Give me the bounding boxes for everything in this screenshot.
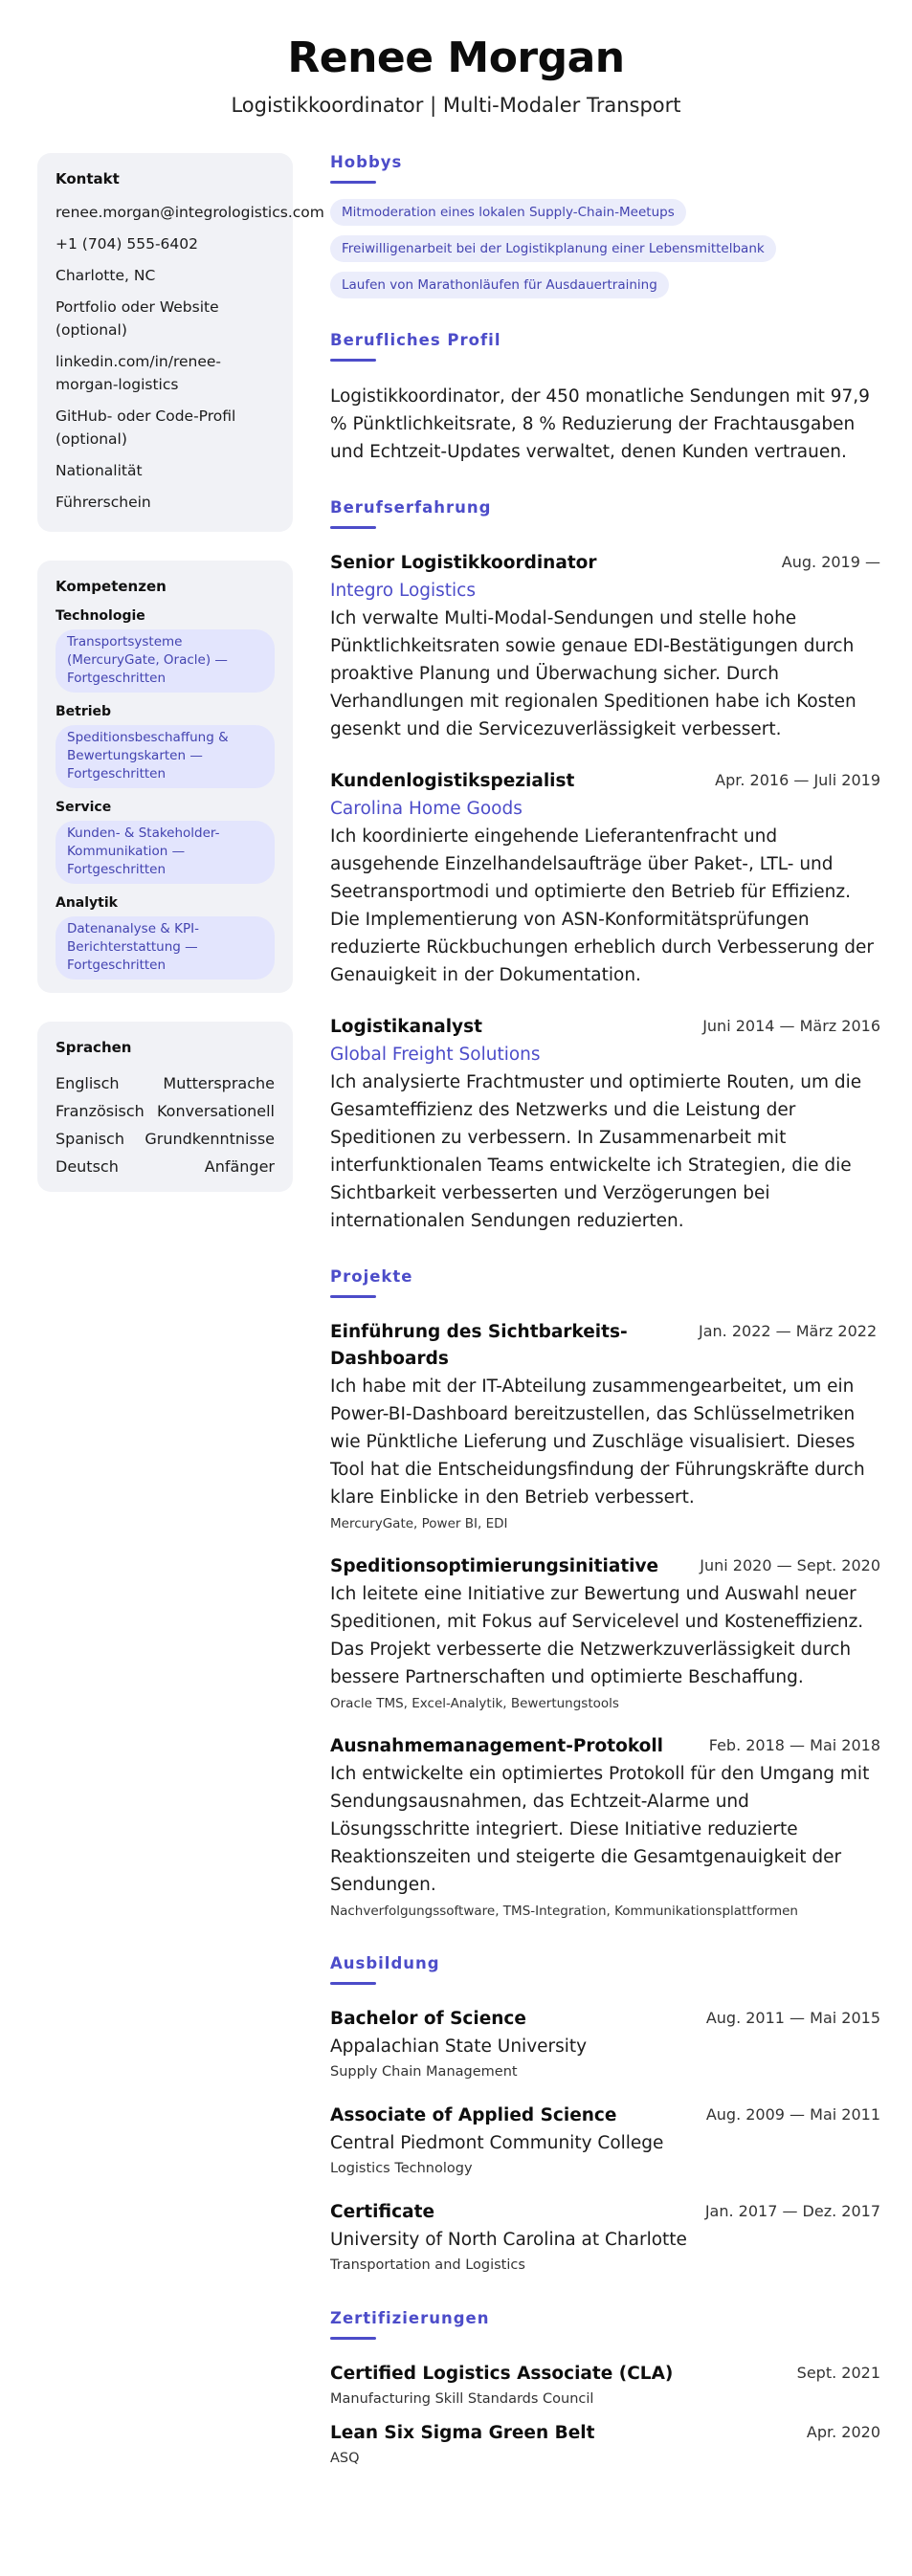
- sidebar: [37, 153, 324, 1221]
- section-title: Zertifizierungen: [330, 2309, 490, 2327]
- contact-email[interactable]: renee.morgan@integrologistics.com: [56, 204, 324, 221]
- language-name: Englisch: [56, 1074, 120, 1092]
- language-name: Französisch: [56, 1102, 145, 1120]
- certification-date: Apr. 2020: [806, 2423, 880, 2441]
- skills-heading: Kompetenzen: [56, 578, 167, 595]
- skill-group: [56, 800, 275, 884]
- contact-card: [37, 153, 324, 532]
- field-of-study: Supply Chain Management: [330, 2064, 518, 2080]
- company-name: Carolina Home Goods: [330, 799, 523, 819]
- field-of-study: Logistics Technology: [330, 2161, 473, 2176]
- job-description: Ich verwalte Multi-Modal-Sendungen und stelle hohe Pünktlichkeitsraten sowie genaue EDI-Bestätigungen durch proaktive Planung und Überwachung sicher. Durch Verhandlungen mit regionalen Speditionen habe ich Kosten gesenkt und die Servicezuverlässigkeit verbessert.: [330, 608, 856, 739]
- job-title: Senior Logistikkoordinator: [330, 553, 597, 573]
- language-level: Konversationell: [156, 1102, 275, 1120]
- skill-category: Service: [56, 800, 112, 815]
- certification-issuer: Manufacturing Skill Standards Council: [330, 2391, 594, 2407]
- contact-github[interactable]: GitHub- oder Code-Profil (optional): [56, 407, 236, 448]
- skill-group: [56, 608, 275, 693]
- experience-entry: [330, 550, 880, 743]
- project-description: Ich entwickelte ein optimiertes Protokoll für den Umgang mit Sendungsausnahmen, das Echtzeit-Alarme und Lösungsschritte integriert. Diese Initiative reduzierte Reaktionszeiten und steigerte die Gesamtgenauigkeit der Sendungen.: [330, 1764, 870, 1895]
- degree-name: Bachelor of Science: [330, 2009, 526, 2029]
- certification-entry: [330, 2361, 880, 2411]
- language-level: Muttersprache: [163, 1074, 275, 1092]
- field-of-study: Transportation and Logistics: [330, 2257, 525, 2273]
- section-title: Berufserfahrung: [330, 498, 492, 517]
- school-name: Central Piedmont Community College: [330, 2133, 664, 2153]
- profile-section: [330, 331, 880, 466]
- contact-portfolio[interactable]: Portfolio oder Website (optional): [56, 298, 219, 339]
- candidate-headline: Logistikkoordinator | Multi-Modaler Transport: [231, 94, 681, 117]
- section-title: Hobbys: [330, 153, 403, 171]
- education-entry: [330, 2006, 880, 2083]
- languages-card: [37, 1022, 293, 1192]
- job-title: Kundenlogistikspezialist: [330, 771, 575, 791]
- contact-heading: Kontakt: [56, 170, 120, 187]
- education-section: [330, 1954, 880, 2277]
- section-title: Berufliches Profil: [330, 331, 501, 349]
- projects-section: [330, 1267, 880, 1922]
- project-name: Ausnahmemanagement-Protokoll: [330, 1736, 664, 1756]
- main-column: [330, 153, 880, 2502]
- language-row: [56, 1153, 275, 1180]
- company-name: Integro Logistics: [330, 581, 476, 601]
- hobby-pill: Mitmoderation eines lokalen Supply-Chain-Meetups: [330, 199, 686, 226]
- language-row: [56, 1097, 275, 1125]
- project-description: Ich leitete eine Initiative zur Bewertung und Auswahl neuer Speditionen, mit Fokus auf Servicelevel und Kosteneffizienz. Das Projekt verbesserte die Netzwerkzuverlässigkeit durch bessere Partnerschaften und optimierte Beschaffung.: [330, 1584, 864, 1687]
- languages-heading: Sprachen: [56, 1039, 132, 1056]
- project-name: Einführung des Sichtbarkeits-Dashboards: [330, 1322, 628, 1369]
- job-dates: Apr. 2016 — Juli 2019: [715, 771, 880, 789]
- language-row: [56, 1125, 275, 1153]
- section-divider: [330, 1982, 376, 1985]
- education-dates: Aug. 2011 — Mai 2015: [705, 2009, 880, 2027]
- project-technologies: Oracle TMS, Excel-Analytik, Bewertungstools: [330, 1696, 619, 1711]
- project-name: Speditionsoptimierungsinitiative: [330, 1556, 659, 1576]
- job-title: Logistikanalyst: [330, 1017, 482, 1037]
- language-level: Grundkenntnisse: [145, 1130, 275, 1148]
- degree-name: Associate of Applied Science: [330, 2105, 617, 2125]
- profile-summary: Logistikkoordinator, der 450 monatliche Sendungen mit 97,9 % Pünktlichkeitsrate, 8 % Reduzierung der Frachtausgaben und Echtzeit-Updates verwaltet, denen Kunden vertrauen.: [330, 386, 870, 462]
- hobby-pill: Laufen von Marathonläufen für Ausdauertraining: [330, 272, 669, 298]
- degree-name: Certificate: [330, 2202, 434, 2222]
- project-entry: [330, 1319, 880, 1534]
- section-title: Ausbildung: [330, 1954, 440, 1972]
- contact-nationality: Nationalität: [56, 462, 143, 479]
- skill-pill: Transportsysteme (MercuryGate, Oracle) — Fortgeschritten: [56, 629, 275, 693]
- hobbies-section: [330, 153, 880, 298]
- job-dates: Juni 2014 — März 2016: [702, 1017, 880, 1035]
- skill-group: [56, 704, 275, 788]
- company-name: Global Freight Solutions: [330, 1045, 541, 1065]
- school-name: Appalachian State University: [330, 2037, 588, 2057]
- certification-entry: [330, 2420, 880, 2470]
- job-description: Ich koordinierte eingehende Lieferantenfracht und ausgehende Einzelhandelsaufträge über Paket-, LTL- und Seetransportmodi und optimierte den Betrieb für Effizienz. Die Implementierung von ASN-Konformitätsprüfungen reduzierte Rückbuchungen erheblich durch Verbesserung der Genauigkeit in der Dokumentation.: [330, 826, 874, 985]
- language-level: Anfänger: [204, 1157, 275, 1176]
- experience-entry: [330, 768, 880, 989]
- skill-pill: Datenanalyse & KPI-Berichterstattung — Fortgeschritten: [56, 916, 275, 980]
- education-dates: Jan. 2017 — Dez. 2017: [704, 2202, 880, 2220]
- contact-location: Charlotte, NC: [56, 267, 156, 284]
- hobby-list: [330, 199, 880, 298]
- section-divider: [330, 359, 376, 362]
- certification-issuer: ASQ: [330, 2451, 360, 2466]
- language-name: Deutsch: [56, 1157, 119, 1176]
- certifications-section: [330, 2309, 880, 2470]
- education-entry: [330, 2199, 880, 2277]
- certification-date: Sept. 2021: [796, 2364, 880, 2382]
- project-entry: [330, 1733, 880, 1922]
- contact-license: Führerschein: [56, 494, 151, 511]
- education-dates: Aug. 2009 — Mai 2011: [705, 2105, 880, 2124]
- language-row: [56, 1069, 275, 1097]
- job-description: Ich analysierte Frachtmuster und optimierte Routen, um die Gesamteffizienz des Netzwerks und die Leistung der Speditionen zu verbessern. In Zusammenarbeit mit interfunktionalen Teams entwickelte ich Strategien, die die Sichtbarkeit verbesserten und Verzögerungen bei internationalen Sendungen reduzierten.: [330, 1072, 862, 1231]
- contact-phone[interactable]: +1 (704) 555-6402: [56, 235, 199, 253]
- skills-card: [37, 561, 293, 993]
- project-technologies: Nachverfolgungssoftware, TMS-Integration, Kommunikationsplattformen: [330, 1904, 798, 1919]
- experience-entry: [330, 1014, 880, 1235]
- education-entry: [330, 2103, 880, 2180]
- skill-group: [56, 895, 275, 980]
- skill-category: Technologie: [56, 608, 145, 624]
- project-description: Ich habe mit der IT-Abteilung zusammengearbeitet, um ein Power-BI-Dashboard bereitzustellen, das Schlüsselmetriken wie Pünktliche Lieferung und Zuschläge visualisiert. Dieses Tool hat die Entscheidungsfindung der Führungskräfte durch klare Einblicke in den Betrieb verbessert.: [330, 1376, 865, 1508]
- candidate-name: Renee Morgan: [287, 33, 625, 82]
- language-name: Spanisch: [56, 1130, 124, 1148]
- job-dates: Aug. 2019 —: [781, 553, 880, 571]
- skill-category: Analytik: [56, 895, 118, 911]
- certification-name: Lean Six Sigma Green Belt: [330, 2423, 595, 2443]
- skill-pill: Kunden- & Stakeholder-Kommunikation — Fortgeschritten: [56, 821, 275, 884]
- skill-category: Betrieb: [56, 704, 112, 719]
- section-divider: [330, 1295, 376, 1298]
- section-divider: [330, 2337, 376, 2340]
- school-name: University of North Carolina at Charlotte: [330, 2230, 687, 2250]
- project-dates: Jan. 2022 — März 2022: [699, 1322, 878, 1340]
- experience-section: [330, 498, 880, 1235]
- project-dates: Juni 2020 — Sept. 2020: [700, 1556, 880, 1574]
- project-dates: Feb. 2018 — Mai 2018: [708, 1736, 880, 1754]
- project-entry: [330, 1553, 880, 1714]
- resume-header: [0, 29, 912, 119]
- certification-name: Certified Logistics Associate (CLA): [330, 2364, 674, 2384]
- project-technologies: MercuryGate, Power BI, EDI: [330, 1516, 508, 1531]
- section-divider: [330, 526, 376, 529]
- skill-pill: Speditionsbeschaffung & Bewertungskarten — Fortgeschritten: [56, 725, 275, 788]
- section-divider: [330, 181, 376, 184]
- contact-linkedin[interactable]: linkedin.com/in/renee-morgan-logistics: [56, 353, 222, 393]
- section-title: Projekte: [330, 1267, 413, 1286]
- hobby-pill: Freiwilligenarbeit bei der Logistikplanung einer Lebensmittelbank: [330, 235, 776, 262]
